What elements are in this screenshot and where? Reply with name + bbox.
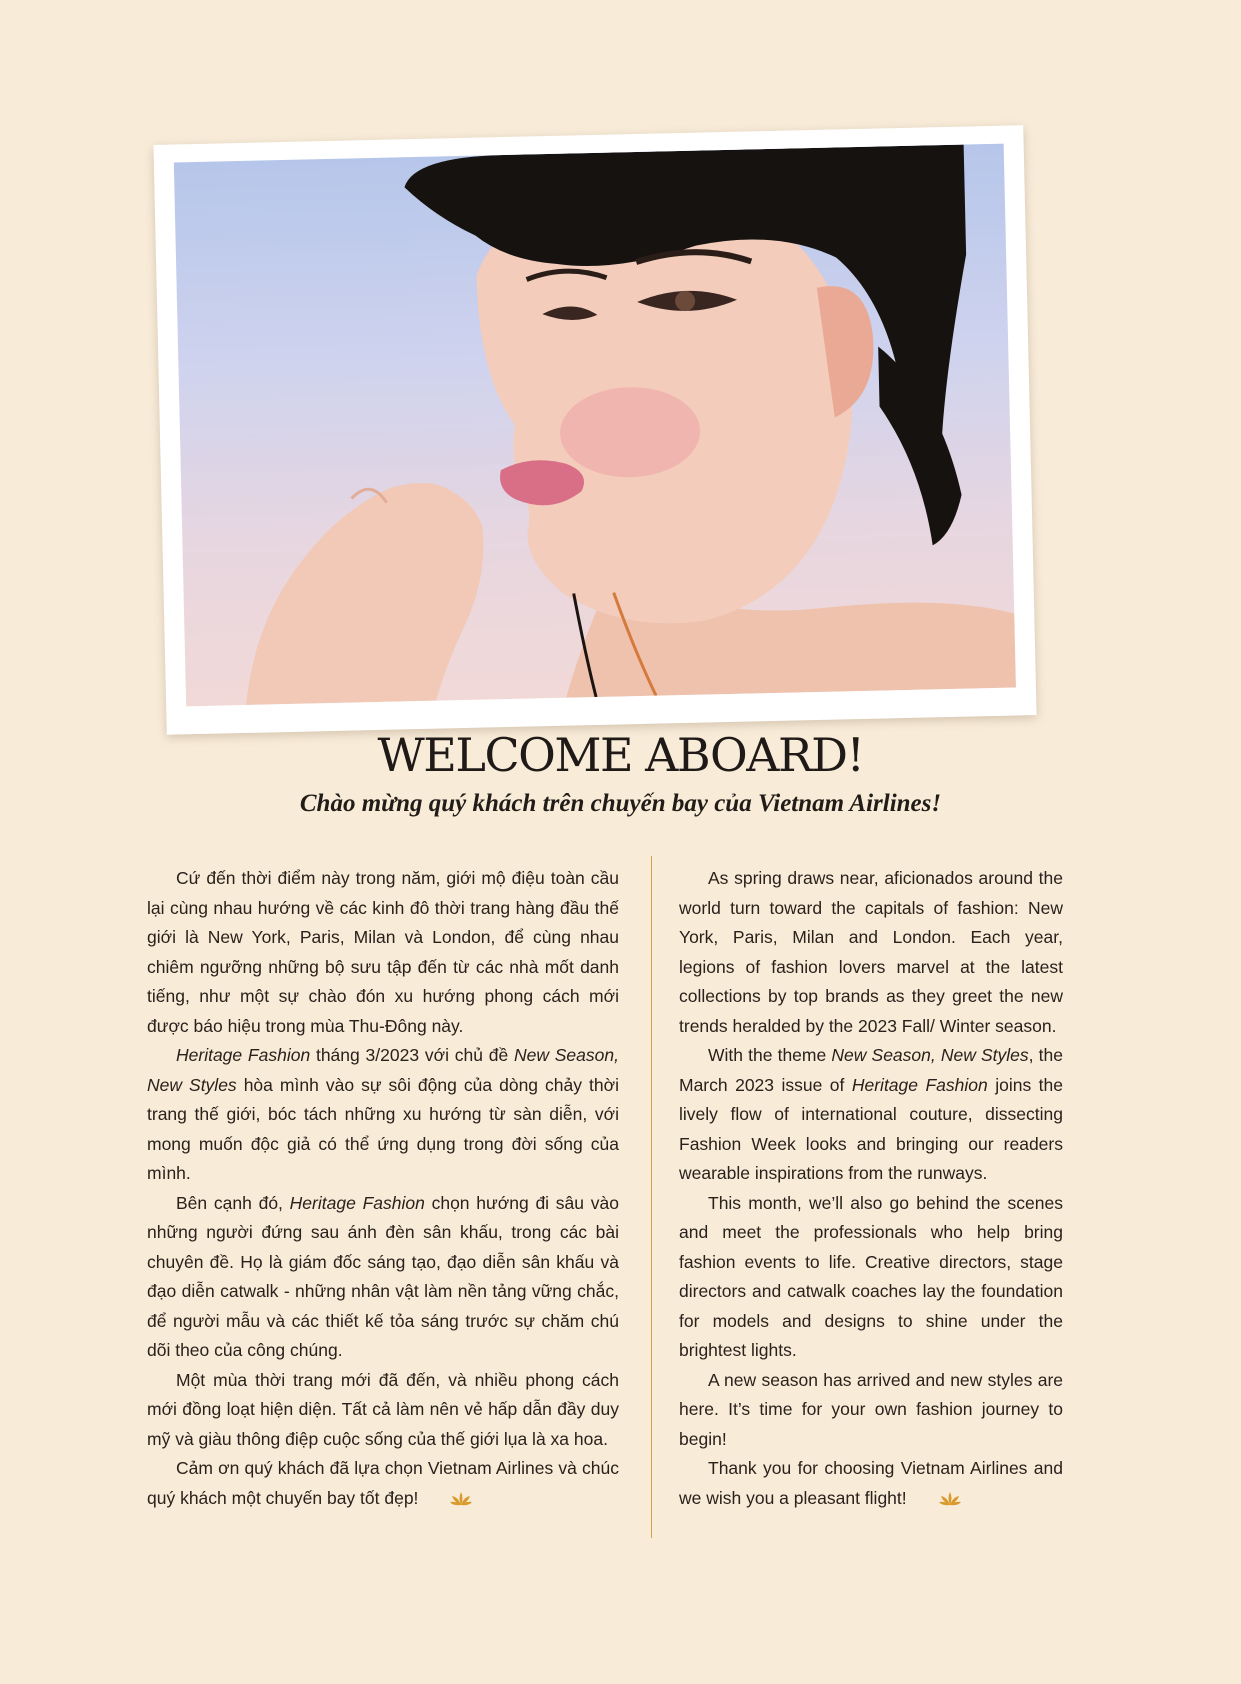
en-paragraph-1: As spring draws near, aficionados around the world turn toward the capitals of fashion: New York, Paris, Milan and London. Each year, legions of fashion lovers marvel at the latest collections by top brands as they greet the new trends heralded by the 2023 Fall/ Winter season.	[679, 868, 1063, 1036]
column-divider	[651, 856, 652, 1538]
vi-paragraph-5	[147, 1454, 619, 1516]
vi-p2-text-b: hòa mình vào sự sôi động của dòng chảy thời trang thế giới, bóc tách những xu hướng từ sàn diễn, với mong muốn độc giả có thể ứng dụng trong đời sống của mình.	[147, 1074, 619, 1183]
en-p2-text-b: , the March 2023 issue of	[679, 1045, 1063, 1095]
en-p5-text: Thank you for choosing Vietnam Airlines and we wish you a pleasant flight!	[679, 1458, 1063, 1508]
en-paragraph-3: This month, we’ll also go behind the scenes and meet the professionals who help bring fashion events to life. Creative directors, stage directors and catwalk coaches lay the foundation for models and designs to shine under the brightest lights.	[679, 1192, 1063, 1360]
vi-p2-theme: New Season, New Styles	[147, 1045, 619, 1095]
page-title: WELCOME ABOARD!	[377, 728, 864, 782]
en-p2-theme: New Season, New Styles	[831, 1045, 1029, 1065]
en-paragraph-5	[679, 1454, 1063, 1516]
lotus-icon	[421, 1487, 472, 1517]
article-vietnamese-column	[147, 864, 619, 1516]
vi-p5-text: Cảm ơn quý khách đã lựa chọn Vietnam Airlines và chúc quý khách một chuyến bay tốt đẹp!	[147, 1458, 619, 1508]
vi-paragraph-1: Cứ đến thời điểm này trong năm, giới mộ điệu toàn cầu lại cùng nhau hướng về các kinh đô thời trang hàng đầu thế giới là New York, Paris, Milan và London, để cùng nhau chiêm ngưỡng những bộ sưu tập đến từ các nhà mốt danh tiếng, như một sự chào đón xu hướng phong cách mới được báo hiệu trong mùa Thu-Đông này.	[147, 868, 619, 1036]
vi-p3-text-a: Bên cạnh đó,	[176, 1192, 290, 1213]
vi-paragraph-2	[147, 1041, 619, 1189]
vi-p2-magazine-name: Heritage Fashion	[176, 1045, 311, 1065]
vi-p2-text-a: tháng 3/2023 với chủ đề	[310, 1045, 514, 1065]
page-subtitle: Chào mừng quý khách trên chuyến bay của Vietnam Airlines!	[299, 790, 942, 817]
en-paragraph-4: A new season has arrived and new styles are here. It’s time for your own fashion journey to begin!	[679, 1369, 1063, 1449]
model-portrait-illustration	[174, 144, 1016, 707]
article-english-column	[679, 864, 1063, 1516]
en-paragraph-2	[679, 1041, 1063, 1189]
vi-paragraph-4: Một mùa thời trang mới đã đến, và nhiều phong cách mới đồng loạt hiện diện. Tất cả làm nên vẻ hấp dẫn đầy duy mỹ và giàu thông điệp cuộc sống của thế giới lụa là xa hoa.	[147, 1369, 619, 1449]
lotus-icon	[910, 1487, 961, 1517]
en-p2-text-a: With the theme	[708, 1045, 832, 1065]
en-p2-text-c: joins the lively flow of international couture, dissecting Fashion Week looks and bringing our readers wearable inspirations from the runways.	[679, 1074, 1063, 1183]
vi-p3-text-b: chọn hướng đi sâu vào những người đứng sau ánh đèn sân khấu, trong các bài chuyên đề. Họ là giám đốc sáng tạo, đạo diễn sân khấu và đạo diễn catwalk - những nhân vật làm nền tảng vững chắc, để người mẫu và các thiết kế tỏa sáng trước sự chăm chú dõi theo của công chúng.	[147, 1192, 619, 1360]
vi-paragraph-3	[147, 1189, 619, 1366]
en-p2-magazine-name: Heritage Fashion	[851, 1074, 988, 1095]
photo-frame	[153, 125, 1036, 735]
vi-p3-magazine-name: Heritage Fashion	[289, 1192, 425, 1213]
model-portrait-photo	[174, 144, 1016, 707]
